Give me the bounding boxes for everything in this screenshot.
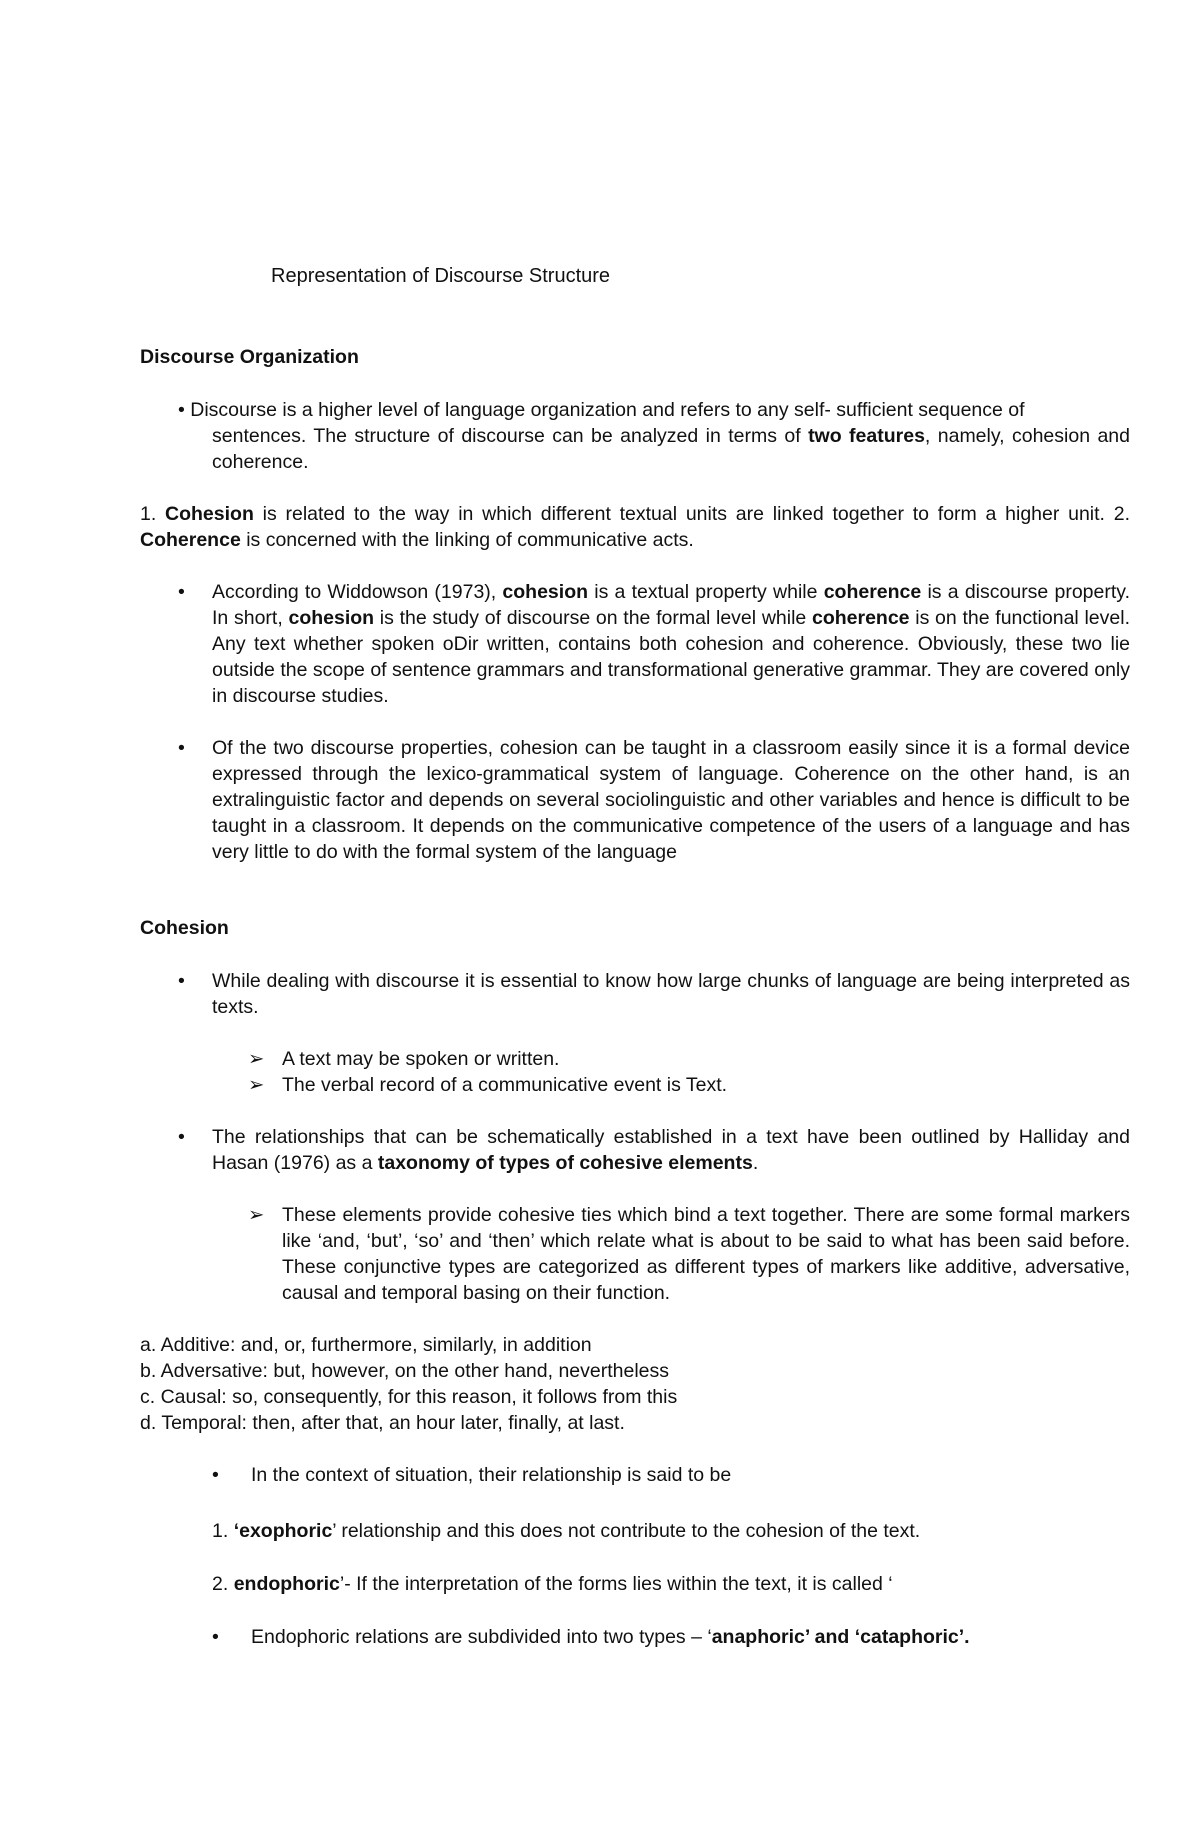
bullet-mark: • — [178, 970, 185, 992]
page-title: Representation of Discourse Structure — [271, 265, 611, 287]
bullet-text: According to Widdowson (1973), — [212, 581, 503, 603]
bold-term: Coherence — [140, 529, 241, 551]
bullet-text-line1: Discourse is a higher level of language organization and refers to any self- sufficient sequence of — [190, 399, 1025, 421]
bold-term: two features — [808, 425, 925, 447]
arrow-text: A text may be spoken or written. — [282, 1048, 560, 1070]
bullet-text: is a textual property while — [588, 581, 824, 603]
bullet-mark: • — [178, 1126, 185, 1148]
bold-term: endophoric — [233, 1573, 340, 1595]
bullet-text: The relationships that can be schematically established in a text have been outlined by Halliday and Hasan (1976) as a — [212, 1126, 1130, 1174]
bullet-mark: • — [212, 1464, 219, 1486]
relationship-endophoric — [212, 1571, 893, 1597]
bullet-context-of-situation — [212, 1462, 732, 1488]
bullet-text: is on the functional level. Any text whether spoken oDir written, contains both cohesion and coherence. Obviously, these two lie outside the scope of sentence grammars and transformational generative grammar. They are covered only in discourse studies. — [212, 607, 1130, 707]
arrow-item-spoken-written — [248, 1046, 1130, 1072]
section-heading-discourse-organization: Discourse Organization — [140, 346, 359, 368]
arrow-item-cohesive-ties — [248, 1202, 1130, 1306]
bullet-mark: • — [212, 1626, 219, 1648]
bullet-text: is the study of discourse on the formal level while — [374, 607, 812, 629]
bullet-text: , namely, cohesion and coherence. — [212, 425, 1131, 473]
bold-term: anaphoric’ and ‘cataphoric’. — [711, 1626, 970, 1648]
bullet-text: sentences. The structure of discourse can be analyzed in terms of — [212, 425, 809, 447]
number: 1. — [212, 1520, 234, 1542]
bullet-text: In the context of situation, their relationship is said to be — [251, 1464, 732, 1486]
bullet-widdowson — [178, 579, 1131, 709]
bold-term: coherence — [823, 581, 922, 603]
number: 1. — [140, 503, 166, 525]
type-temporal: d. Temporal: then, after that, an hour later, finally, at last. — [140, 1412, 625, 1434]
bold-term: Cohesion — [165, 503, 254, 525]
bold-term: coherence — [811, 607, 910, 629]
bullet-text: . — [752, 1152, 759, 1174]
bullet-two-properties — [178, 735, 1130, 865]
arrow-item-verbal-record — [248, 1072, 1130, 1098]
bullet-mark: • — [178, 581, 185, 603]
arrow-bullet-icon: ➢ — [248, 1048, 265, 1070]
arrow-bullet-icon: ➢ — [248, 1074, 265, 1096]
bold-term: ‘exophoric — [233, 1520, 333, 1542]
bullet-chunks-of-language — [178, 968, 1130, 1020]
bullet-text: While dealing with discourse it is essential to know how large chunks of language are being interpreted as texts. — [212, 970, 1130, 1018]
number: 2. — [212, 1573, 234, 1595]
bullet-text: Endophoric relations are subdivided into two types – ‘ — [251, 1626, 712, 1648]
bold-term: cohesion — [502, 581, 589, 603]
bullet-relationships — [178, 1124, 1130, 1176]
bullet-mark: • — [178, 737, 185, 759]
paragraph-text: is concerned with the linking of communicative acts. — [240, 529, 694, 551]
type-adversative: b. Adversative: but, however, on the other hand, nevertheless — [140, 1360, 670, 1382]
bullet-text: is a discourse property. In short, — [212, 581, 1131, 629]
bullet-endophoric-types — [212, 1624, 970, 1650]
bullet-text: Of the two discourse properties, cohesion can be taught in a classroom easily since it is a formal device expressed through the lexico-grammatical system of language. Coherence on the other hand, is an extralinguistic factor and depends on several sociolinguistic and other variables and hence is difficult to be taught in a classroom. It depends on the communicative competence of the users of a language and has very little to do with the formal system of the language — [212, 737, 1130, 863]
type-causal: c. Causal: so, consequently, for this reason, it follows from this — [140, 1386, 678, 1408]
arrow-text: These elements provide cohesive ties which bind a text together. There are some formal markers like ‘and, ‘but’, ‘so’ and ‘then’ which relate what is about to be said to what has been said before. These conjunctive types are categorized as different types of markers like additive, adversative, causal and temporal basing on their function. — [282, 1204, 1130, 1304]
arrow-text: The verbal record of a communicative event is Text. — [282, 1074, 728, 1096]
relationship-text: ’- If the interpretation of the forms lies within the text, it is called ‘ — [339, 1573, 893, 1595]
relationship-exophoric — [212, 1518, 920, 1544]
bold-term: cohesion — [288, 607, 375, 629]
type-additive: a. Additive: and, or, furthermore, similarly, in addition — [140, 1334, 592, 1356]
relationship-text: ’ relationship and this does not contribute to the cohesion of the text. — [332, 1520, 921, 1542]
paragraph-text: is related to the way in which different textual units are linked together to form a higher unit. 2. — [253, 503, 1130, 525]
numbered-definitions — [140, 501, 1130, 553]
arrow-bullet-icon: ➢ — [248, 1204, 265, 1226]
section-heading-cohesion: Cohesion — [140, 917, 229, 939]
bullet-mark: • — [178, 399, 185, 421]
bold-term: taxonomy of types of cohesive elements — [377, 1152, 753, 1174]
bullet-discourse-definition — [178, 397, 1130, 475]
